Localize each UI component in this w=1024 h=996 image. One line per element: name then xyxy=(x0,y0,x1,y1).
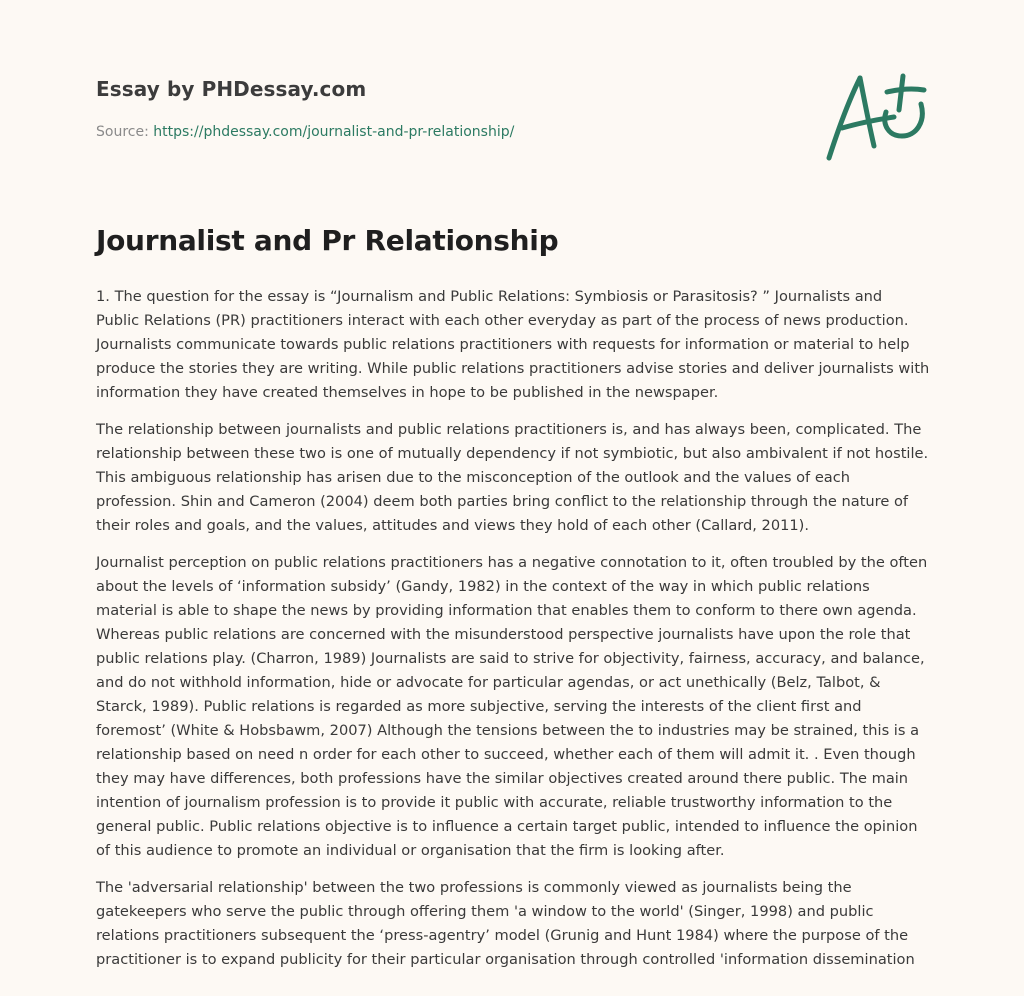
essay-paragraph: 1. The question for the essay is “Journalism and Public Relations: Symbiosis or Parasitosis? ” Journalists and Public Relations (PR) practitioners interact with each other everyday as part of the process of news production. Journalists communicate towards public relations practitioners with requests for information or material to help produce the stories they are writing. While public relations practitioners advise stories and deliver journalists with information they have created themselves in hope to be published in the newspaper. xyxy=(96,288,930,401)
essay-page xyxy=(96,0,936,996)
essay-paragraph: The 'adversarial relationship' between the two professions is commonly viewed as journalists being the gatekeepers who serve the public through offering them 'a window to the world' (Singer, 1998) and public relations practitioners subsequent the ‘press-agentry’ model (Grunig and Hunt 1984) where the purpose of the practitioner is to expand publicity for their particular organisation through controlled 'information dissemination xyxy=(96,879,915,968)
a-plus-logo-icon xyxy=(824,68,928,164)
essay-paragraph: The relationship between journalists and public relations practitioners is, and has always been, complicated. The relationship between these two is one of mutually dependency if not symbiotic, but also ambivalent if not hostile. This ambiguous relationship has arisen due to the misconception of the outlook and the values of each profession. Shin and Cameron (2004) deem both parties bring conflict to the relationship through the nature of their roles and goals, and the values, attitudes and views they hold of each other (Callard, 2011). xyxy=(96,421,929,534)
essay-paragraph: Journalist perception on public relations practitioners has a negative connotation to it, often troubled by the often about the levels of ‘information subsidy’ (Gandy, 1982) in the context of the way in which public relations material is able to shape the news by providing information that enables them to conform to there own agenda. Whereas public relations are concerned with the misunderstood perspective journalists have upon the role that public relations play. (Charron, 1989) Journalists are said to strive for objectivity, fairness, accuracy, and balance, and do not withhold information, hide or advocate for particular agendas, or act unethically (Belz, Talbot, & Starck, 1989). Public relations is regarded as more subjective, serving the interests of the client first and foremost’ (White & Hobsbawm, 2007) Although the tensions between the to industries may be strained, this is a relationship based on need n order for each other to succeed, whether each of them will admit it. . Even though they may have differences, both professions have the similar objectives created around there public. The main intention of journalism profession is to provide it public with accurate, reliable trustworthy information to the general public. Public relations objective is to influence a certain target public, intended to influence the opinion of this audience to promote an individual or organisation that the firm is looking after. xyxy=(96,554,928,859)
source-link[interactable]: https://phdessay.com/journalist-and-pr-relationship/ xyxy=(153,124,515,140)
source-label: Source: xyxy=(96,124,149,140)
essay-title: Journalist and Pr Relationship xyxy=(96,224,559,257)
source-line xyxy=(96,124,514,140)
site-title: Essay by PHDessay.com xyxy=(96,77,367,101)
essay-body xyxy=(96,285,930,985)
